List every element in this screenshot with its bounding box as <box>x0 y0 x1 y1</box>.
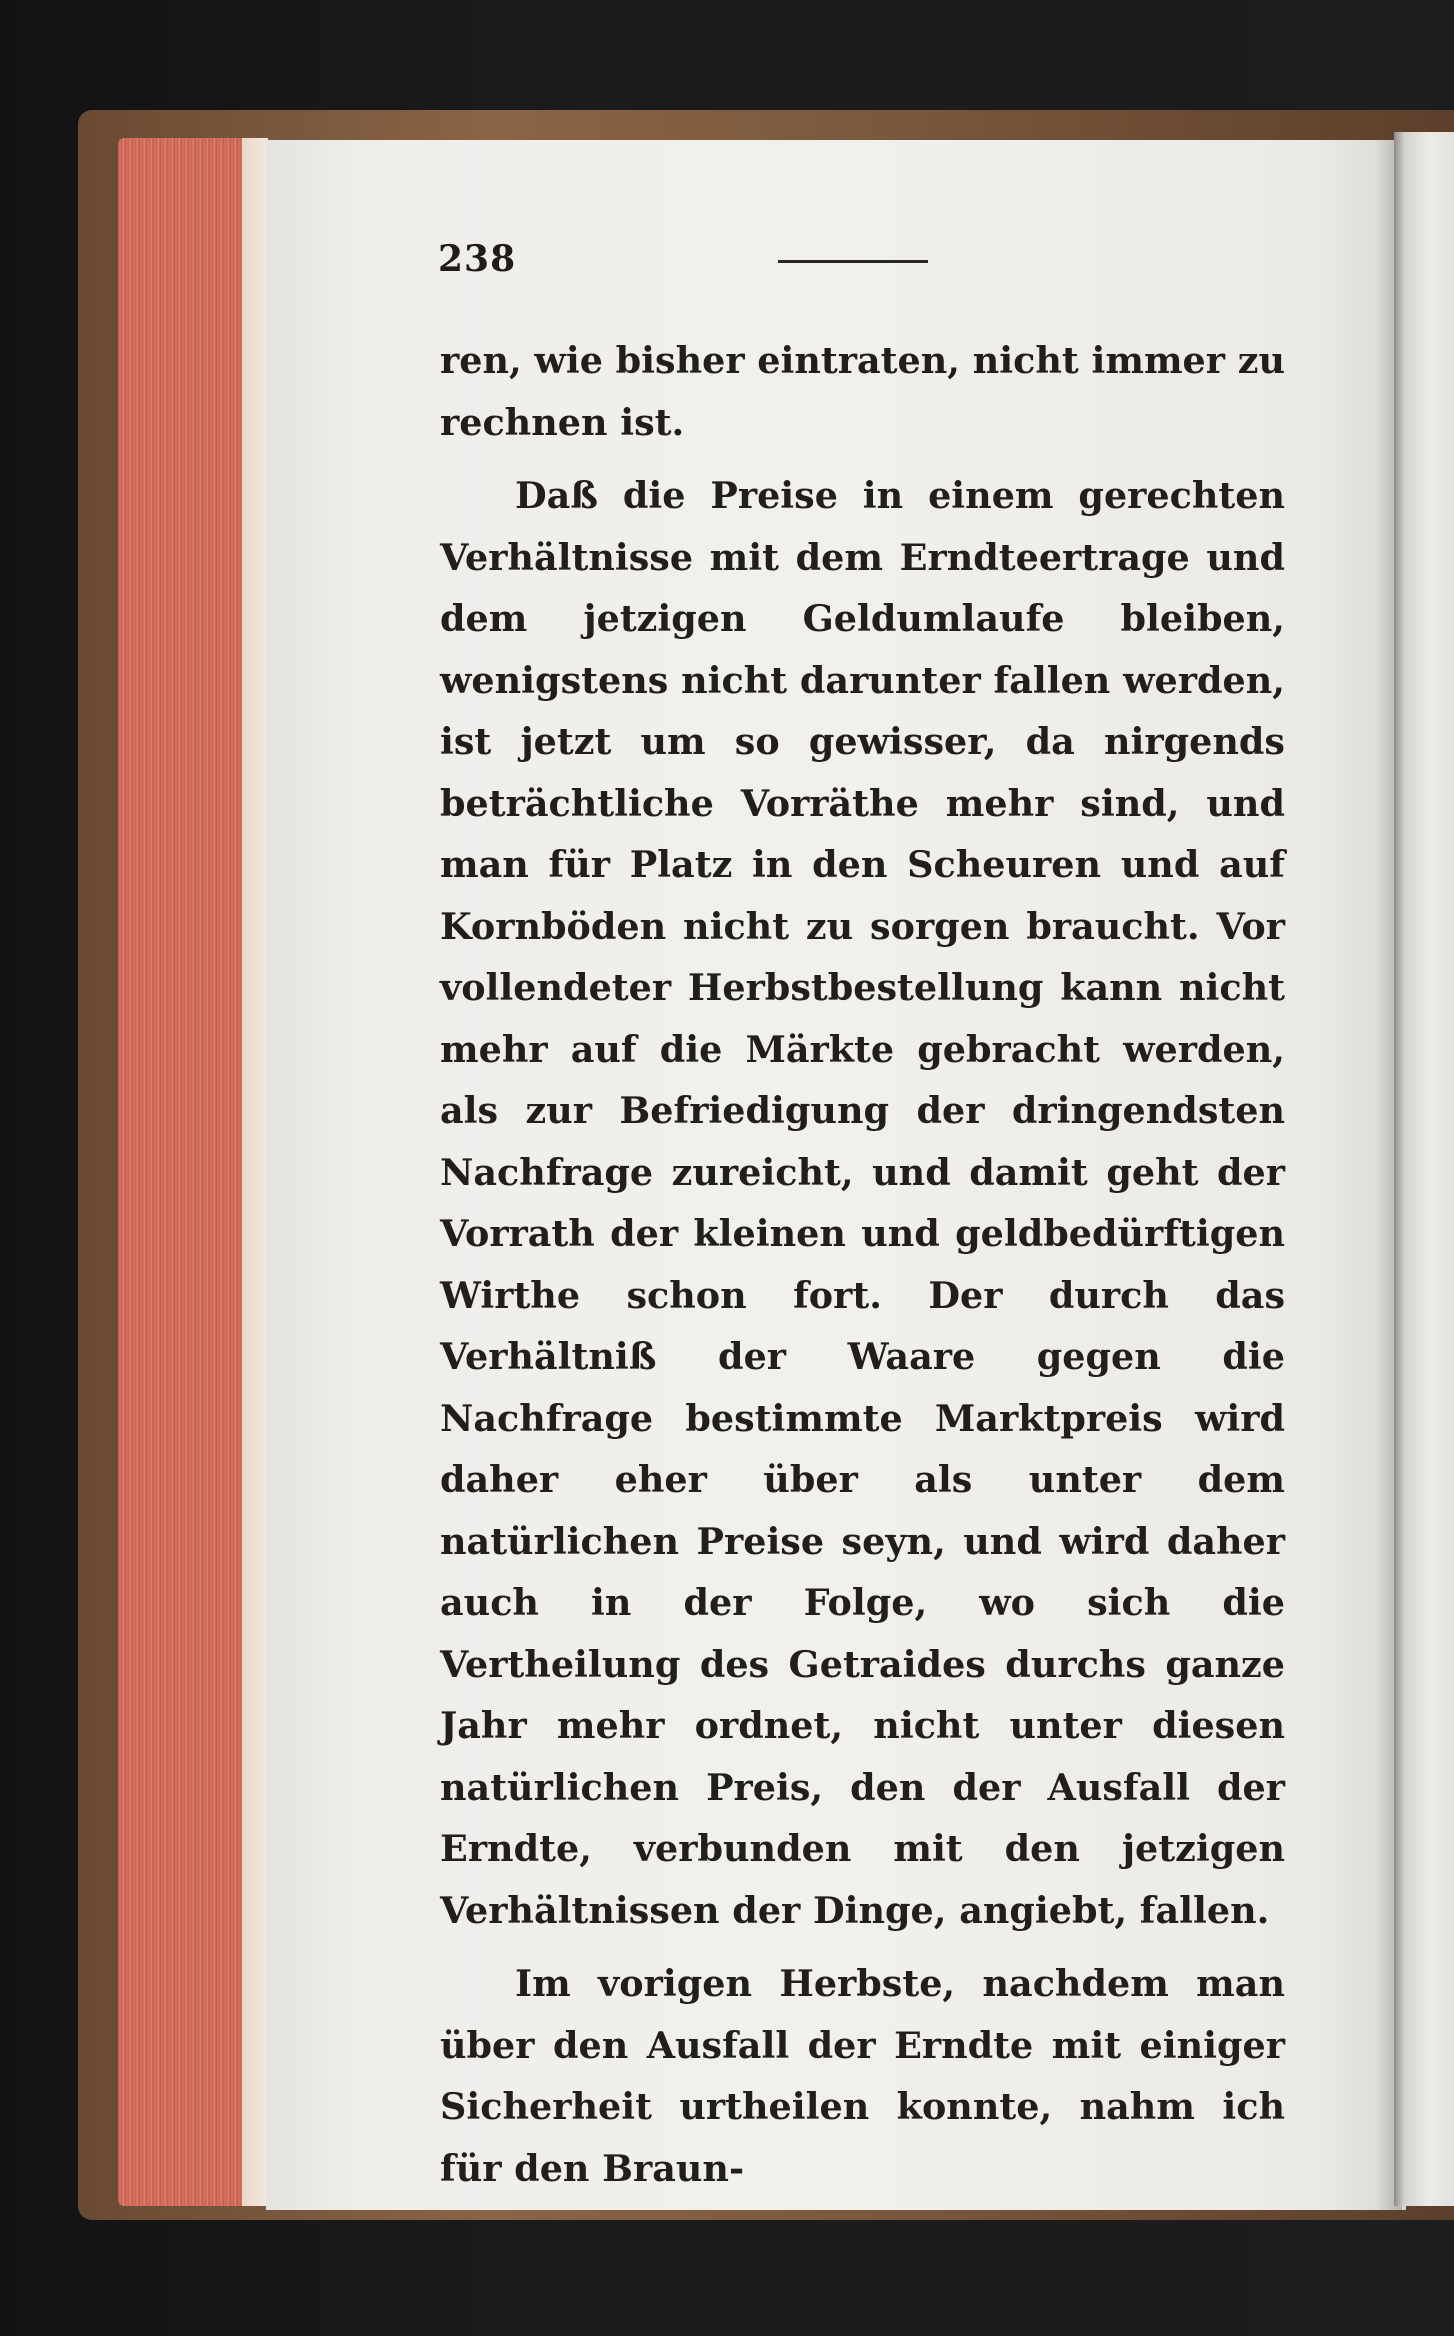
facing-page <box>1394 132 1454 2206</box>
page-body <box>440 330 1285 2199</box>
page-header <box>438 238 1298 288</box>
paragraph-continuation: ren, wie bisher eintraten, nicht immer zu rechnen ist. <box>440 339 1285 444</box>
paragraph-autumn: Im vorigen Herbste, nachdem man über den Ausfall der Erndte mit einiger Sicherheit urtheilen konnte, nahm ich für den Braun- <box>440 1962 1285 2190</box>
page-number: 238 <box>438 238 517 280</box>
header-rule <box>778 260 928 263</box>
page-edges <box>118 138 268 2206</box>
paragraph-prices: Daß die Preise in einem gerechten Verhältnisse mit dem Erndteertrage und dem jetzigen Geldumlaufe bleiben, wenigstens nicht darunter fallen werden, ist jetzt um so gewisser, da nirgends beträchtliche Vorräthe mehr sind, und man für Platz in den Scheuren und auf Kornböden nicht zu sorgen braucht. Vor vollendeter Herbstbestellung kann nicht mehr auf die Märkte gebracht werden, als zur Befriedigung der dringendsten Nachfrage zureicht, und damit geht der Vorrath der kleinen und geldbedürftigen Wirthe schon fort. Der durch das Verhältniß der Waare gegen die Nachfrage bestimmte Marktpreis wird daher eher über als unter dem natürlichen Preise seyn, und wird daher auch in der Folge, wo sich die Vertheilung des Getraides durchs ganze Jahr mehr ordnet, nicht unter diesen natürlichen Preis, den der Ausfall der Erndte, verbunden mit den jetzigen Verhältnissen der Dinge, angiebt, fallen. <box>440 474 1285 1932</box>
